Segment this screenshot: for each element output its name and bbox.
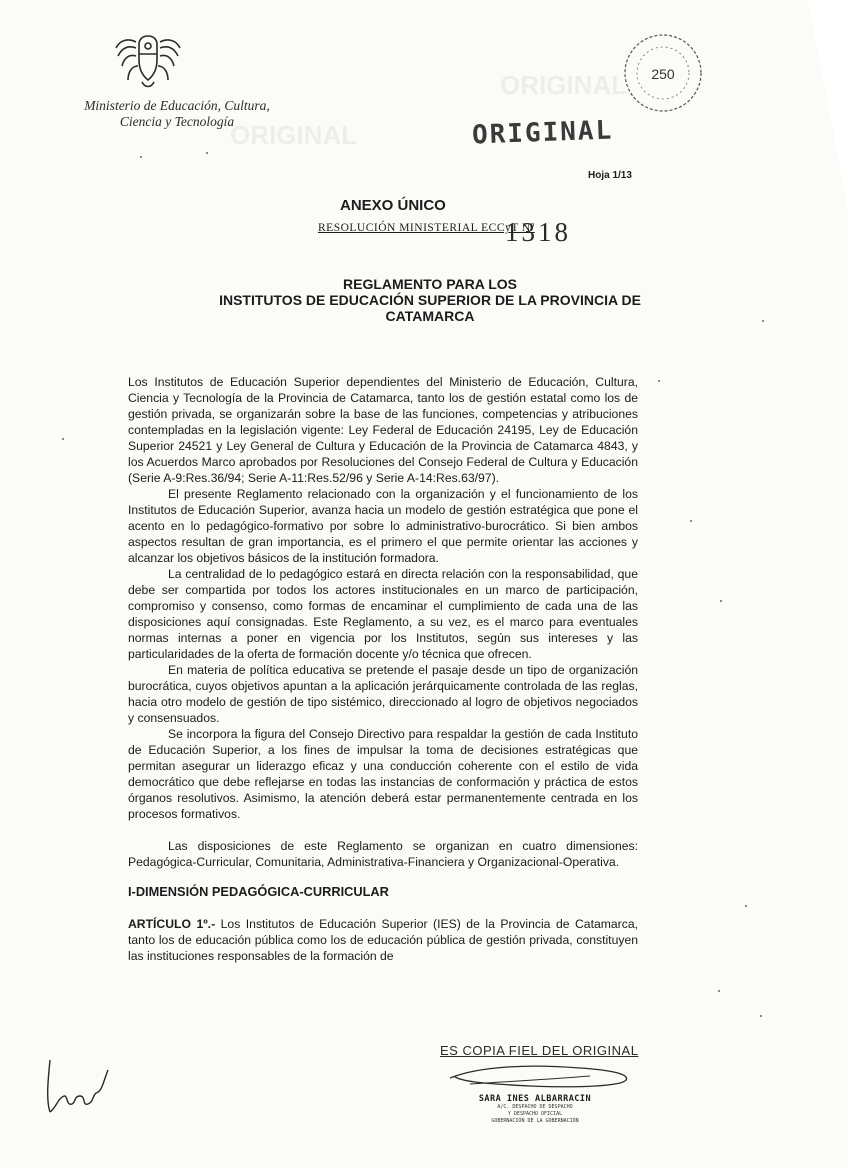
scan-speck	[745, 905, 747, 907]
ministry-line-2: Ciencia y Tecnología	[119, 114, 235, 129]
annex-title: ANEXO ÚNICO	[340, 197, 446, 214]
ministry-name	[62, 98, 292, 130]
signer-title-line-1: A/C. DESPACHO DE DESPACHO	[497, 1104, 573, 1110]
page-fold-corner	[808, 0, 848, 210]
sheet-number: Hoja 1/13	[588, 170, 632, 181]
provincial-crest-icon	[112, 30, 184, 92]
office-seal-icon	[620, 30, 706, 116]
article-1	[128, 916, 638, 964]
article-1-heading: ARTÍCULO 1º.-	[128, 917, 216, 931]
signature-icon	[440, 1056, 640, 1096]
scan-speck	[718, 990, 720, 992]
regulation-title-line-2: INSTITUTOS DE EDUCACIÓN SUPERIOR DE LA PROVINCIA DE	[219, 292, 641, 308]
scan-speck	[720, 600, 722, 602]
signer-title-line-2: Y DESPACHO OFICIAL	[507, 1111, 563, 1117]
scan-speck	[206, 152, 208, 154]
bleed-through: ORIGINAL	[500, 70, 628, 100]
paragraph-dimensions: Las disposiciones de este Reglamento se organizan en cuatro dimensiones: Pedagógica-Curricular, Comunitaria, Administrativa-Financiera y Organizacional-Operativa.	[128, 839, 638, 869]
paragraph-strategic-model: El presente Reglamento relacionado con la organización y el funcionamiento de los Institutos de Educación Superior, avanza hacia un modelo de gestión estratégica que pone el acento en lo pedagógico-formativo por sobre lo administrativo-burocrático. Si bien ambos aspectos resultan de gran importancia, es el primero el que permite orientar las acciones y alcanzar los objetivos básicos de la institución formadora.	[128, 487, 638, 565]
bleed-through: ORIGINAL	[230, 120, 358, 150]
article-1-text: Los Institutos de Educación Superior (IES) de la Provincia de Catamarca, tanto los de educación pública como los de educación pública de gestión privada, constituyen las instituciones responsables de la formación de	[128, 917, 638, 963]
ministry-line-1: Ministerio de Educación, Cultura,	[84, 98, 270, 113]
regulation-title-line-1: REGLAMENTO PARA LOS	[343, 276, 517, 292]
certified-copy-stamp: ES COPIA FIEL DEL ORIGINAL	[440, 1043, 639, 1058]
regulation-title	[150, 276, 710, 324]
resolution-label: RESOLUCIÓN MINISTERIAL ECCyT Nº	[318, 222, 535, 234]
resolution-number: 1318	[505, 217, 571, 247]
regulation-title-line-3: CATAMARCA	[385, 308, 475, 324]
paragraph-intro: Los Institutos de Educación Superior dependientes del Ministerio de Educación, Cultura, Ciencia y Tecnología de la Provincia de Catamarca, tanto los de gestión estatal como los de gestión privada, se organizarán sobre la base de las funciones, competencias y atribuciones contempladas en la legislación vigente: Ley Federal de Educación 24195, Ley de Educación Superior 24521 y Ley General de Cultura y Educación de la Provincia de Catamarca 4843, y los Acuerdos Marco aprobados por Resoluciones del Consejo Federal de Cultura y Educación (Serie A-9:Res.36/94; Serie A-11:Res.52/96 y Serie A-14:Res.63/97).	[128, 375, 638, 485]
seal-number: 250	[651, 66, 675, 82]
signer-name: SARA INES ALBARRACIN	[478, 1094, 592, 1104]
scan-speck	[62, 438, 64, 440]
scan-speck	[690, 520, 692, 522]
document-body	[128, 374, 638, 964]
scan-speck	[658, 380, 660, 382]
scan-speck	[762, 320, 764, 322]
paragraph-directive-council: Se incorpora la figura del Consejo Directivo para respaldar la gestión de cada Instituto de Educación Superior, a los fines de impulsar la toma de decisiones estratégicas que permitan asegurar un liderazgo eficaz y una conducción coherente con el estilo de vida democrático que debe reflejarse en todas las instancias de conformación y práctica de estos órganos resolutivos. Asimismo, la atención deberá estar permanentemente centrada en los procesos formativos.	[128, 727, 638, 821]
scan-speck	[760, 1015, 762, 1017]
paragraph-pedagogical-centrality: La centralidad de lo pedagógico estará en directa relación con la responsabilidad, que debe ser compartida por todos los actores institucionales en un marco de participación, compromiso y consenso, como formas de encaminar el cumplimiento de cada una de las disposiciones aquí consignadas. Este Reglamento, a su vez, es el marco para eventuales normas internas a poner en vigencia por los Institutos, según sus intereses y las particularidades de la oferta de formación docente y/o técnica que ofrecen.	[128, 567, 638, 661]
paragraph-educational-policy: En materia de política educativa se pretende el pasaje desde un tipo de organización burocrática, cuyos objetivos apuntan a la aplicación jerárquicamente controlada de las reglas, hacia otro modelo de gestión de tipo sistémico, direccionado al logro de objetivos negociados y consensuados.	[128, 663, 638, 725]
dimension-heading: I-DIMENSIÓN PEDAGÓGICA-CURRICULAR	[128, 884, 389, 899]
signer-title-line-3: GOBERNACIÓN DE LA GOBERNACIÓN	[491, 1118, 579, 1124]
original-stamp: ORIGINAL	[471, 115, 614, 151]
handwritten-initials-icon	[42, 1050, 112, 1120]
scan-speck	[140, 156, 142, 158]
signer-title	[445, 1104, 625, 1125]
